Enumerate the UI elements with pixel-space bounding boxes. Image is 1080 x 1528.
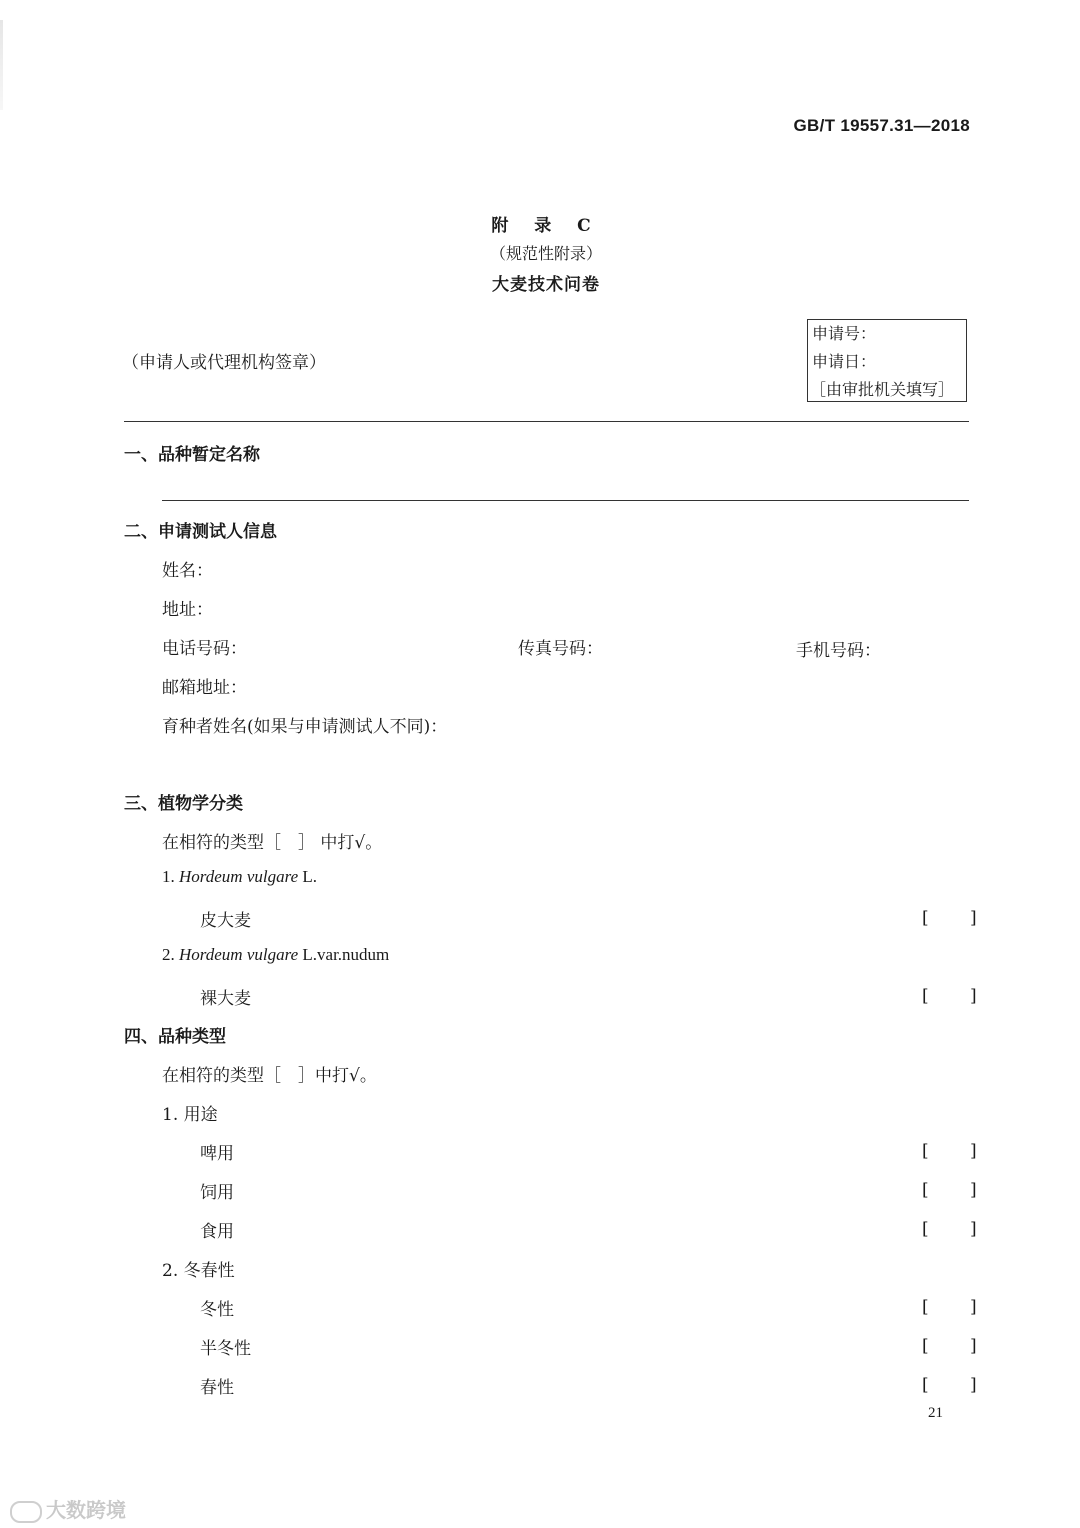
mobile-label: 手机号码： xyxy=(796,641,881,661)
section4-heading: 四、品种类型 xyxy=(124,1027,226,1047)
feed-label: 饲用 xyxy=(200,1183,234,1203)
taxon-item-1 xyxy=(162,867,317,887)
section4-instruction: 在相符的类型［ ］中打√。 xyxy=(162,1066,377,1086)
watermark xyxy=(10,1494,126,1523)
page-number: 21 xyxy=(928,1405,943,1421)
taxon-item-2 xyxy=(162,945,389,965)
fax-label: 传真号码： xyxy=(518,639,603,659)
feed-checkbox[interactable]: [ ] xyxy=(922,1180,995,1200)
taxon-2-number: 2. xyxy=(162,945,175,964)
document-title: 大麦技术问卷 xyxy=(492,275,600,295)
section2-heading: 二、申请测试人信息 xyxy=(124,522,277,542)
brewing-checkbox[interactable]: [ ] xyxy=(922,1141,995,1161)
office-use-box xyxy=(807,319,967,402)
taxon-2-genus: Hordeum vulgare xyxy=(179,945,299,964)
separator-line xyxy=(124,421,969,422)
semi-winter-checkbox[interactable]: [ ] xyxy=(922,1336,995,1356)
winter-label: 冬性 xyxy=(200,1300,234,1320)
appendix-title: 附 录 C xyxy=(491,216,601,236)
semi-winter-label: 半冬性 xyxy=(200,1339,251,1359)
taxon-1-genus: Hordeum vulgare xyxy=(179,867,299,886)
spring-checkbox[interactable]: [ ] xyxy=(922,1375,995,1395)
seal-label: （申请人或代理机构签章） xyxy=(122,353,326,373)
winter-checkbox[interactable]: [ ] xyxy=(922,1297,995,1317)
filled-by-label: ［由审批机关填写］ xyxy=(810,380,955,399)
section3-heading: 三、植物学分类 xyxy=(124,794,243,814)
scan-edge xyxy=(0,20,3,110)
hulled-barley-checkbox[interactable]: [ ] xyxy=(922,908,995,928)
taxon-2-author: L.var.nudum xyxy=(302,945,390,964)
phone-label: 电话号码： xyxy=(162,639,247,659)
food-label: 食用 xyxy=(200,1222,234,1242)
breeder-label: 育种者姓名(如果与申请测试人不同)： xyxy=(162,717,448,737)
applicant-name-label: 姓名： xyxy=(162,561,213,581)
variety-name-field[interactable] xyxy=(162,500,969,501)
email-label: 邮箱地址： xyxy=(162,678,247,698)
normative-label: （规范性附录） xyxy=(489,244,602,263)
brewing-label: 啤用 xyxy=(200,1144,234,1164)
food-checkbox[interactable]: [ ] xyxy=(922,1219,995,1239)
watermark-text: 大数跨境 xyxy=(46,1500,126,1522)
hulled-barley-label: 皮大麦 xyxy=(200,911,251,931)
address-label: 地址： xyxy=(162,600,213,620)
watermark-logo-icon xyxy=(10,1501,42,1523)
standard-number: GB/T 19557.31—2018 xyxy=(793,116,970,135)
application-number-label: 申请号： xyxy=(812,324,877,343)
growth-habit-group-label: 2. 冬春性 xyxy=(162,1261,235,1281)
application-date-label: 申请日： xyxy=(812,352,877,371)
naked-barley-label: 裸大麦 xyxy=(200,989,251,1009)
taxon-1-number: 1. xyxy=(162,867,175,886)
naked-barley-checkbox[interactable]: [ ] xyxy=(922,986,995,1006)
section3-instruction: 在相符的类型［ ］ 中打√。 xyxy=(162,833,383,853)
taxon-1-author: L. xyxy=(302,867,318,886)
spring-label: 春性 xyxy=(200,1378,234,1398)
section1-heading: 一、品种暂定名称 xyxy=(124,445,260,465)
usage-group-label: 1. 用途 xyxy=(162,1105,218,1125)
